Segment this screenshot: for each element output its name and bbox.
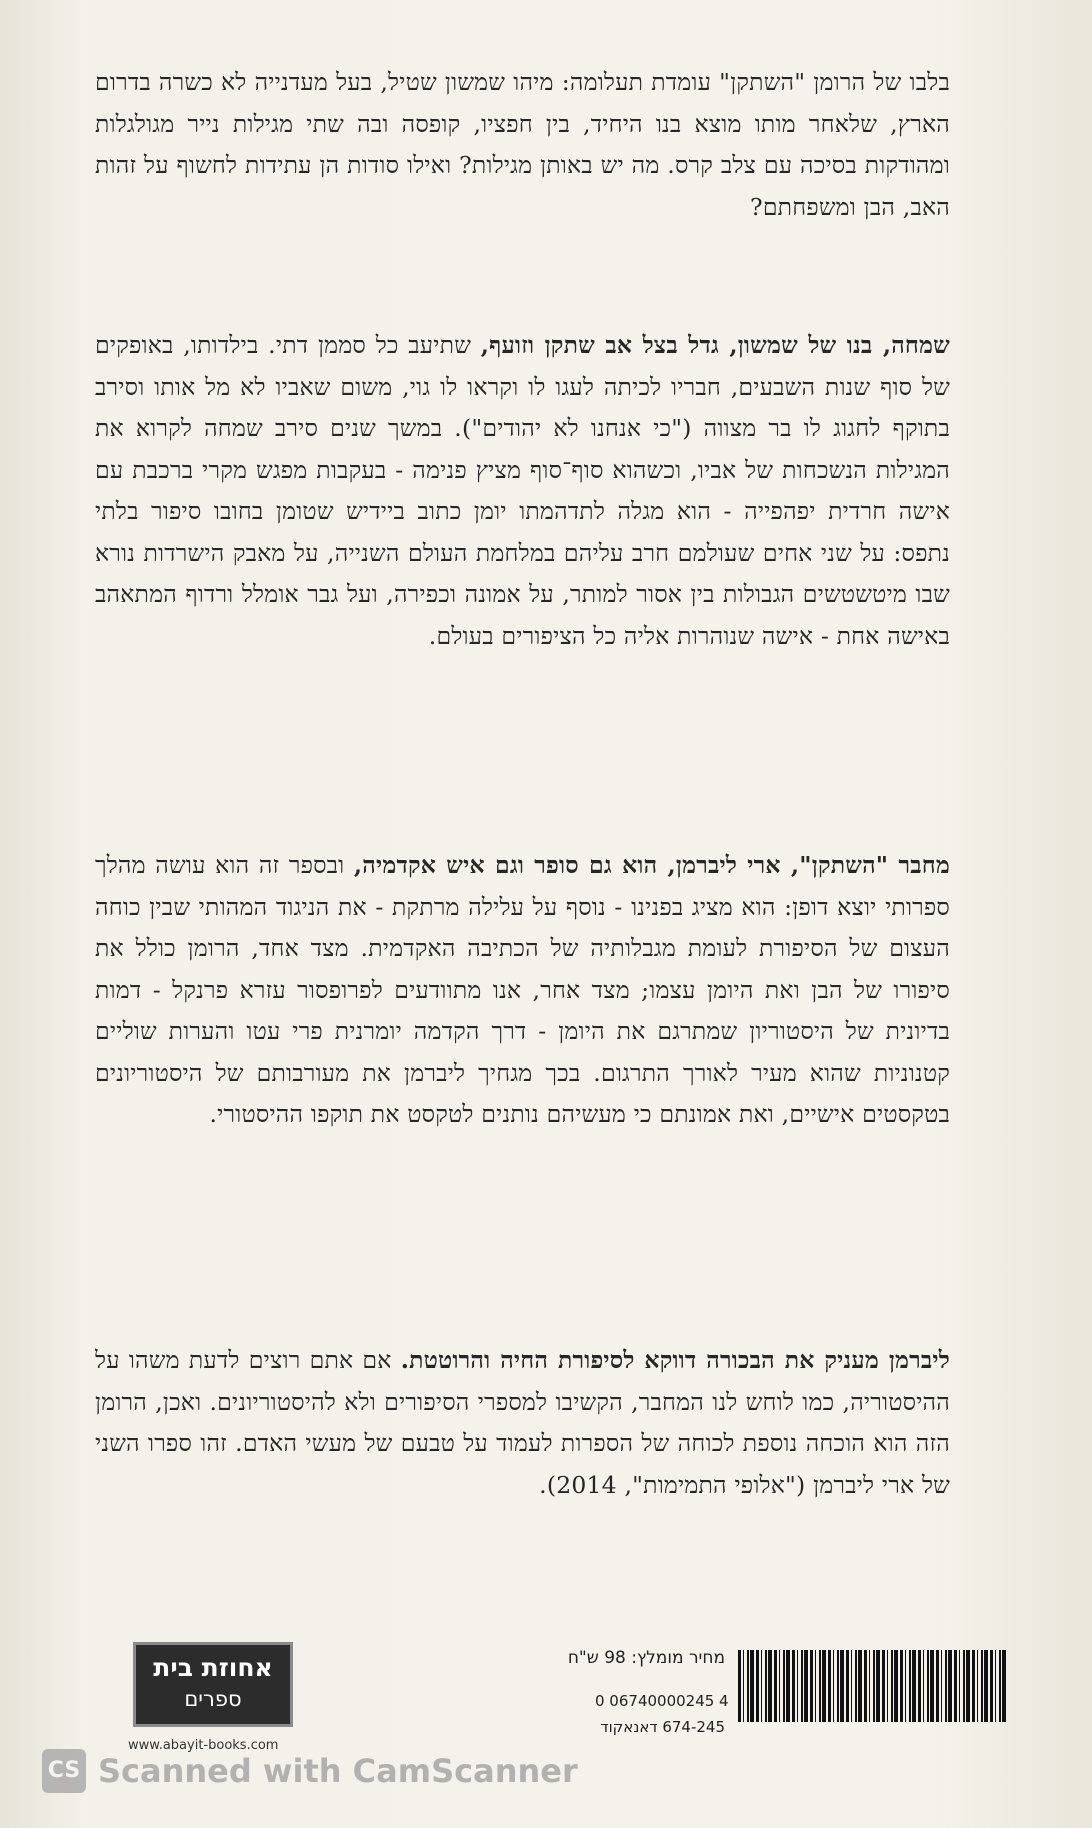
paragraph-text: בלבו של הרומן "השתקן" עומדת תעלומה: מיהו שמשון שטיל, בעל מעדנייה לא כשרה בדרום הארץ, שלאחר מותו מוצא בנו היחיד, בין חפציו, קופסה ובה שתי מגילות נייר מגולגלות ומהודקות בסיכה עם צלב קרס. מה יש באותן מגילות? ואילו סודות הן עתידות לחשוף על זהות האב, הבן ומשפחתם? bbox=[95, 68, 950, 221]
scanner-watermark bbox=[42, 1745, 578, 1797]
catalog-code: 674-245 דאנאקוד bbox=[600, 1718, 725, 1736]
paragraph-lead: ליברמן מעניק את הבכורה דווקא לסיפורת החיה והרוטטת. bbox=[400, 1346, 950, 1374]
paragraph-text: אם אתם רוצים לדעת משהו על ההיסטוריה, כמו לוחש לנו המחבר, הקשיבו למספרי הסיפורים ולא להיסטוריונים. ואכן, הרומן הזה הוא הוכחה נוספת לכוחה של הספרות לעמוד על טבעם של מעשי האדם. זהו ספרו השני של ארי ליברמן ("אלופי התמימות", 2014). bbox=[95, 1346, 950, 1499]
blurb-paragraph-3 bbox=[95, 845, 950, 1136]
barcode-number: 0 06740000245 4 bbox=[595, 1692, 729, 1710]
camscanner-icon: CS bbox=[42, 1749, 86, 1793]
paragraph-lead: שמחה, בנו של שמשון, גדל בצל אב שתקן וזועף, bbox=[480, 331, 950, 359]
recommended-price: מחיר מומלץ: 98 ש"ח bbox=[567, 1648, 725, 1668]
publisher-logo bbox=[133, 1642, 293, 1727]
publisher-subname: ספרים bbox=[184, 1687, 242, 1711]
paragraph-lead: מחבר "השתקן", ארי ליברמן, הוא גם סופר וגם איש אקדמיה, bbox=[353, 851, 950, 879]
publisher-name: אחוזת בית bbox=[153, 1653, 273, 1682]
paragraph-text: ובספר זה הוא עושה מהלך ספרותי יוצא דופן: הוא מציג בפנינו - נוסף על עלילה מרתקת - את הניגוד המהותי שבין כוחה העצום של הסיפורת לעומת מגבלותיה של הכתיבה האקדמית. מצד אחד, הרומן כולל את סיפורו של הבן ואת היומן עצמו; מצד אחר, אנו מתוודעים לפרופסור עזרא פרנקל - דמות בדיונית של היסטוריון שמתרגם את היומן - דרך הקדמה יומרנית פרי עטו והערות שוליים קטנוניות שהוא מעיר לאורך התרגום. בכך מגחיך ליברמן את מעורבותם של היסטוריונים בטקסטים אישיים, ואת אמונתם כי מעשיהם נותנים לטקסט את תוקפו ההיסטורי. bbox=[95, 851, 950, 1128]
paragraph-text: שתיעב כל סממן דתי. בילדותו, באופקים של סוף שנות השבעים, חבריו לכיתה לעגו לו וקראו לו גוי, משום שאביו לא מל אותו וסירב בתוקף לחגוג לו בר מצווה ("כי אנחנו לא יהודים"). במשך שנים סירב שמחה לקרוא את המגילות הנשכחות של אביו, וכשהוא סוף־סוף מציץ פנימה - בעקבות מפגש מקרי ברכבת עם אישה חרדית יפהפייה - הוא מגלה לתדהמתו יומן כתוב ביידיש שטומן בחובו סיפור בלתי נתפס: על שני אחים שעולמם חרב עליהם במלחמת העולם השנייה, על מאבק הישרדות נורא שבו מיטשטשים הגבולות בין אסור למותר, על אמונה וכפירה, ועל גבר אומלל ורדוף המתאהב באישה אחת - אישה שנוהרות אליה כל הציפורים בעולם. bbox=[95, 331, 950, 650]
watermark-label: Scanned with CamScanner bbox=[98, 1752, 578, 1790]
publisher-url: www.abayit-books.com bbox=[128, 1738, 279, 1753]
blurb-paragraph-2 bbox=[95, 325, 950, 657]
barcode-icon bbox=[738, 1650, 1006, 1722]
blurb-paragraph-4 bbox=[95, 1340, 950, 1506]
blurb-paragraph-1 bbox=[95, 62, 950, 228]
